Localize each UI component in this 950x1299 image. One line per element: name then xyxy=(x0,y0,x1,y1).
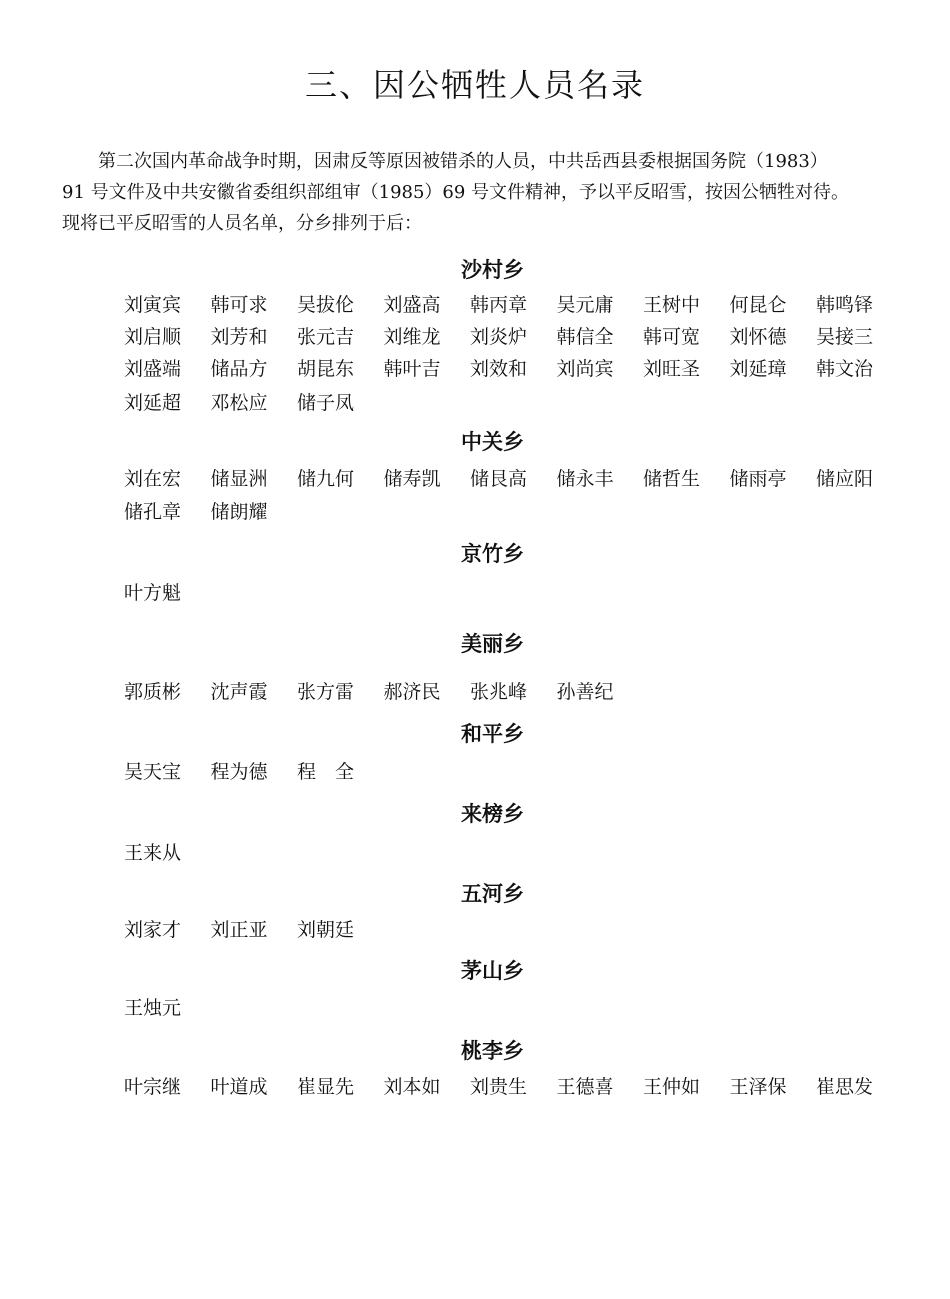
person-name: 刘本如 xyxy=(383,1076,441,1098)
person-name: 储哲生 xyxy=(643,468,701,490)
section-heading: 来榜乡 xyxy=(461,802,524,826)
intro-paragraph xyxy=(62,146,922,239)
page-title: 三、因公牺牲人员名录 xyxy=(304,66,645,104)
person-name: 王来从 xyxy=(124,842,182,864)
person-name: 沈声霞 xyxy=(210,681,268,703)
name-row xyxy=(124,993,904,1019)
person-name: 刘延璋 xyxy=(729,358,787,380)
section-heading: 和平乡 xyxy=(461,722,524,746)
person-name: 储应阳 xyxy=(816,468,874,490)
person-name: 储九何 xyxy=(297,468,355,490)
intro-line-3: 现将已平反昭雪的人员名单，分乡排列于后： xyxy=(62,213,422,234)
intro-line-2: 91 号文件及中共安徽省委组织部组审（1985）69 号文件精神，予以平反昭雪，按因公牺牲对待。 xyxy=(62,182,850,203)
person-name: 刘芳和 xyxy=(210,326,268,348)
name-row xyxy=(124,757,904,783)
section-heading: 茅山乡 xyxy=(461,959,524,983)
person-name: 刘朝廷 xyxy=(297,919,355,941)
person-name: 张兆峰 xyxy=(470,681,528,703)
person-name: 储品方 xyxy=(210,358,268,380)
person-name: 韩信全 xyxy=(556,326,614,348)
name-row xyxy=(124,388,904,414)
name-row xyxy=(124,497,904,523)
person-name: 刘贵生 xyxy=(470,1076,528,1098)
person-name: 韩可求 xyxy=(210,294,268,316)
person-name: 崔思发 xyxy=(816,1076,874,1098)
person-name: 储雨亭 xyxy=(729,468,787,490)
person-name: 刘启顺 xyxy=(124,326,182,348)
person-name: 刘旺圣 xyxy=(643,358,701,380)
person-name: 储永丰 xyxy=(556,468,614,490)
person-name: 王树中 xyxy=(643,294,701,316)
person-name: 储显洲 xyxy=(210,468,268,490)
name-row xyxy=(124,838,904,864)
person-name: 叶方魁 xyxy=(124,582,182,604)
name-row xyxy=(124,677,904,703)
person-name: 刘在宏 xyxy=(124,468,182,490)
person-name: 叶宗继 xyxy=(124,1076,182,1098)
section-heading: 沙村乡 xyxy=(461,258,524,282)
person-name: 刘寅宾 xyxy=(124,294,182,316)
person-name: 郝济民 xyxy=(383,681,441,703)
person-name: 王烛元 xyxy=(124,997,182,1019)
person-name: 张元吉 xyxy=(297,326,355,348)
person-name: 胡昆东 xyxy=(297,358,355,380)
section-heading: 中关乡 xyxy=(461,430,524,454)
person-name: 刘盛端 xyxy=(124,358,182,380)
person-name: 储朗耀 xyxy=(210,501,268,523)
person-name: 韩叶吉 xyxy=(383,358,441,380)
person-name: 郭质彬 xyxy=(124,681,182,703)
person-name: 刘正亚 xyxy=(210,919,268,941)
name-row xyxy=(124,290,904,316)
person-name: 储孔章 xyxy=(124,501,182,523)
person-name: 刘炎炉 xyxy=(470,326,528,348)
person-name: 储子凤 xyxy=(297,392,355,414)
person-name: 储艮高 xyxy=(470,468,528,490)
section-heading: 桃李乡 xyxy=(461,1039,524,1063)
name-row xyxy=(124,354,904,380)
person-name: 韩文治 xyxy=(816,358,874,380)
person-name: 孙善纪 xyxy=(556,681,614,703)
person-name: 崔显先 xyxy=(297,1076,355,1098)
person-name: 吴拔伦 xyxy=(297,294,355,316)
person-name: 刘效和 xyxy=(470,358,528,380)
person-name: 韩丙章 xyxy=(470,294,528,316)
intro-line-1: 第二次国内革命战争时期，因肃反等原因被错杀的人员，中共岳西县委根据国务院（1983） xyxy=(98,151,828,172)
person-name: 吴接三 xyxy=(816,326,874,348)
person-name: 程为德 xyxy=(210,761,268,783)
person-name: 张方雷 xyxy=(297,681,355,703)
name-row xyxy=(124,322,904,348)
person-name: 邓松应 xyxy=(210,392,268,414)
person-name: 叶道成 xyxy=(210,1076,268,1098)
person-name: 刘怀德 xyxy=(729,326,787,348)
person-name: 王泽保 xyxy=(729,1076,787,1098)
person-name: 刘延超 xyxy=(124,392,182,414)
person-name: 王仲如 xyxy=(643,1076,701,1098)
person-name: 何昆仑 xyxy=(729,294,787,316)
person-name: 王德喜 xyxy=(556,1076,614,1098)
section-heading: 五河乡 xyxy=(461,882,524,906)
person-name: 吴天宝 xyxy=(124,761,182,783)
person-name: 储寿凯 xyxy=(383,468,441,490)
person-name: 韩鸣铎 xyxy=(816,294,874,316)
person-name: 刘家才 xyxy=(124,919,182,941)
person-name: 程 全 xyxy=(297,761,355,783)
name-row xyxy=(124,464,904,490)
name-row xyxy=(124,1072,904,1098)
person-name: 刘尚宾 xyxy=(556,358,614,380)
person-name: 韩可宽 xyxy=(643,326,701,348)
section-heading: 美丽乡 xyxy=(461,632,524,656)
name-row xyxy=(124,578,904,604)
name-row xyxy=(124,915,904,941)
section-heading: 京竹乡 xyxy=(461,542,524,566)
person-name: 刘盛高 xyxy=(383,294,441,316)
person-name: 刘维龙 xyxy=(383,326,441,348)
person-name: 吴元庸 xyxy=(556,294,614,316)
